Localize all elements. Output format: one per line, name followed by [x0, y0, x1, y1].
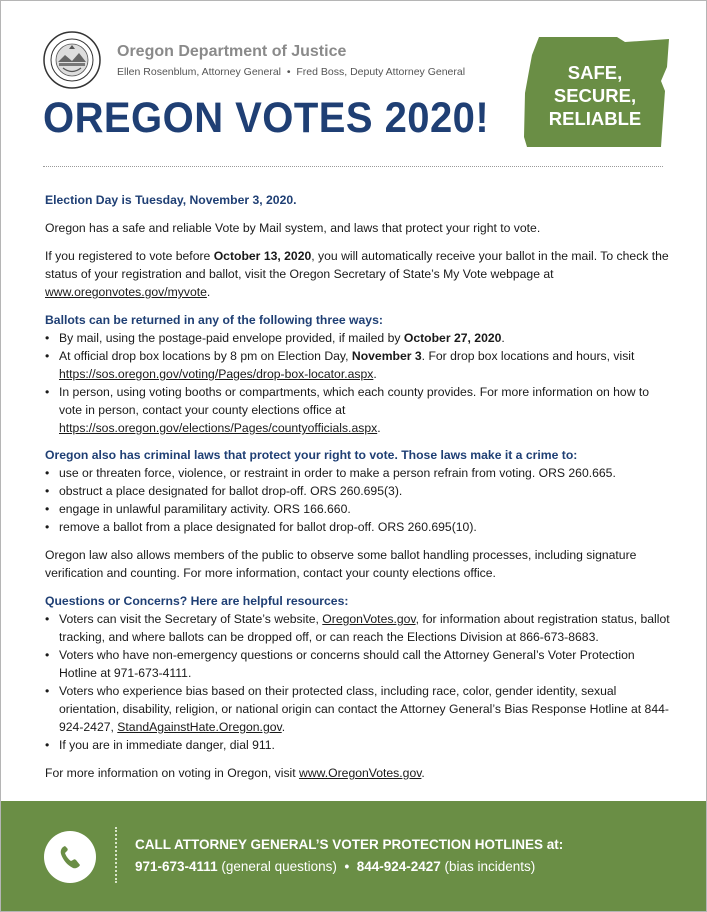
footer-divider — [115, 827, 117, 883]
registration-paragraph — [45, 247, 670, 301]
criminal-laws-heading: Oregon also has criminal laws that protect your right to vote. Those laws make it a crime to: — [45, 448, 578, 462]
list-item — [45, 383, 670, 437]
safe-secure-reliable-badge — [529, 61, 661, 130]
drop-text-2: . For drop box locations and hours, visit — [421, 349, 635, 363]
bias-text: Voters who experience bias based on their protected class, including race, color, gender identity, sexual orientation, disability, religion, or national origin can contact the Attorney General’s Bias Response Hotline at 844-924-2427, — [59, 684, 669, 734]
list-item — [45, 347, 670, 383]
myvote-link[interactable]: www.oregonvotes.gov/myvote — [45, 285, 207, 299]
list-item — [45, 682, 670, 736]
page-title: OREGON VOTES 2020! — [43, 94, 490, 142]
drop-date: November 3 — [351, 349, 422, 363]
bias-hotline-number[interactable]: 844-924-2427 — [356, 859, 441, 874]
badge-line-safe: SAFE, — [567, 62, 623, 83]
list-item: • remove a ballot from a place designated for ballot drop-off. ORS 260.695(10). — [45, 518, 670, 536]
bias-period: . — [281, 720, 286, 734]
hotline-numbers — [135, 859, 535, 874]
intro-paragraph: Oregon has a safe and reliable Vote by Mail system, and laws that protect your right to vote. — [45, 221, 541, 235]
list-item — [45, 329, 670, 347]
sos-text-2: , for information about registration status, ballot tracking, and where ballots can be dropped off, or can reach the Elections Division at 866-673-8683. — [59, 612, 670, 644]
drop-text: At official drop box locations by 8 pm on Election Day, — [59, 349, 352, 363]
in-person-period: . — [377, 421, 381, 435]
drop-period: . — [373, 367, 377, 381]
header-divider — [43, 166, 663, 167]
officials-separator: • — [286, 66, 291, 78]
observe-paragraph: Oregon law also allows members of the public to observe some ballot handling processes, including signature verification and counting. For more information, contact your county elections office. — [45, 548, 637, 580]
deputy-attorney-general: Fred Boss, Deputy Attorney General — [296, 66, 466, 78]
resources-heading: Questions or Concerns? Here are helpful resources: — [45, 594, 349, 608]
ballots-heading: Ballots can be returned in any of the following three ways: — [45, 313, 383, 327]
general-hotline-label: (general questions) — [217, 859, 337, 874]
more-info-period: . — [421, 766, 425, 780]
list-item: • If you are in immediate danger, dial 911. — [45, 736, 670, 754]
hotline-footer — [1, 801, 706, 911]
hotline-heading: CALL ATTORNEY GENERAL’S VOTER PROTECTION HOTLINES at: — [135, 837, 564, 852]
drop-box-locator-link[interactable]: https://sos.oregon.gov/voting/Pages/drop-box-locator.aspx — [59, 367, 374, 381]
more-info-text: For more information on voting in Oregon, visit — [45, 766, 300, 780]
phone-icon — [58, 844, 82, 870]
ballot-return-list — [45, 329, 670, 437]
general-hotline-number[interactable]: 971-673-4111 — [135, 859, 218, 874]
badge-line-secure: SECURE, — [553, 85, 637, 106]
list-item — [45, 610, 670, 646]
hotline-separator: • — [344, 859, 350, 874]
county-officials-link[interactable]: https://sos.oregon.gov/elections/Pages/countyofficials.aspx — [59, 421, 378, 435]
in-person-text: In person, using voting booths or compartments, which each county provides. For more information on how to vote in person, contact your county elections office at — [59, 385, 650, 417]
list-item: • Voters who have non-emergency questions or concerns should call the Attorney General’s Voter Protection Hotline at 971-673-4111. — [45, 646, 670, 682]
officials-line — [117, 66, 465, 78]
resources-list — [45, 610, 670, 754]
criminal-laws-list — [45, 464, 670, 536]
stand-against-hate-link[interactable]: StandAgainstHate.Oregon.gov — [117, 720, 282, 734]
attorney-general: Ellen Rosenblum, Attorney General — [117, 66, 282, 78]
registration-text: If you registered to vote before — [45, 249, 214, 263]
main-content — [45, 191, 670, 782]
registration-period: . — [206, 285, 211, 299]
more-info-paragraph — [45, 764, 670, 782]
bias-hotline-label: (bias incidents) — [440, 859, 536, 874]
sos-text: Voters can visit the Secretary of State’s website, — [59, 612, 323, 626]
badge-line-reliable: RELIABLE — [548, 108, 642, 129]
mail-text: By mail, using the postage-paid envelope provided, if mailed by — [59, 331, 404, 345]
registration-deadline: October 13, 2020 — [213, 249, 312, 263]
election-day-heading: Election Day is Tuesday, November 3, 2020. — [45, 193, 297, 207]
list-item: • obstruct a place designated for ballot drop-off. ORS 260.695(3). — [45, 482, 670, 500]
phone-badge — [44, 831, 96, 883]
list-item: • use or threaten force, violence, or restraint in order to make a person refrain from voting. ORS 260.665. — [45, 464, 670, 482]
mail-period: . — [501, 331, 505, 345]
registration-text-2: , you will automatically receive your ballot in the mail. To check the status of your registration and ballot, visit the Oregon Secretary of State’s My Vote webpage at — [45, 249, 669, 281]
oregon-doj-seal-icon — [43, 31, 101, 89]
mail-deadline: October 27, 2020 — [403, 331, 502, 345]
list-item: • engage in unlawful paramilitary activity. ORS 166.660. — [45, 500, 670, 518]
oregonvotes-link[interactable]: OregonVotes.gov — [322, 612, 416, 626]
more-info-link[interactable]: www.OregonVotes.gov — [299, 766, 422, 780]
department-name: Oregon Department of Justice — [117, 43, 347, 60]
